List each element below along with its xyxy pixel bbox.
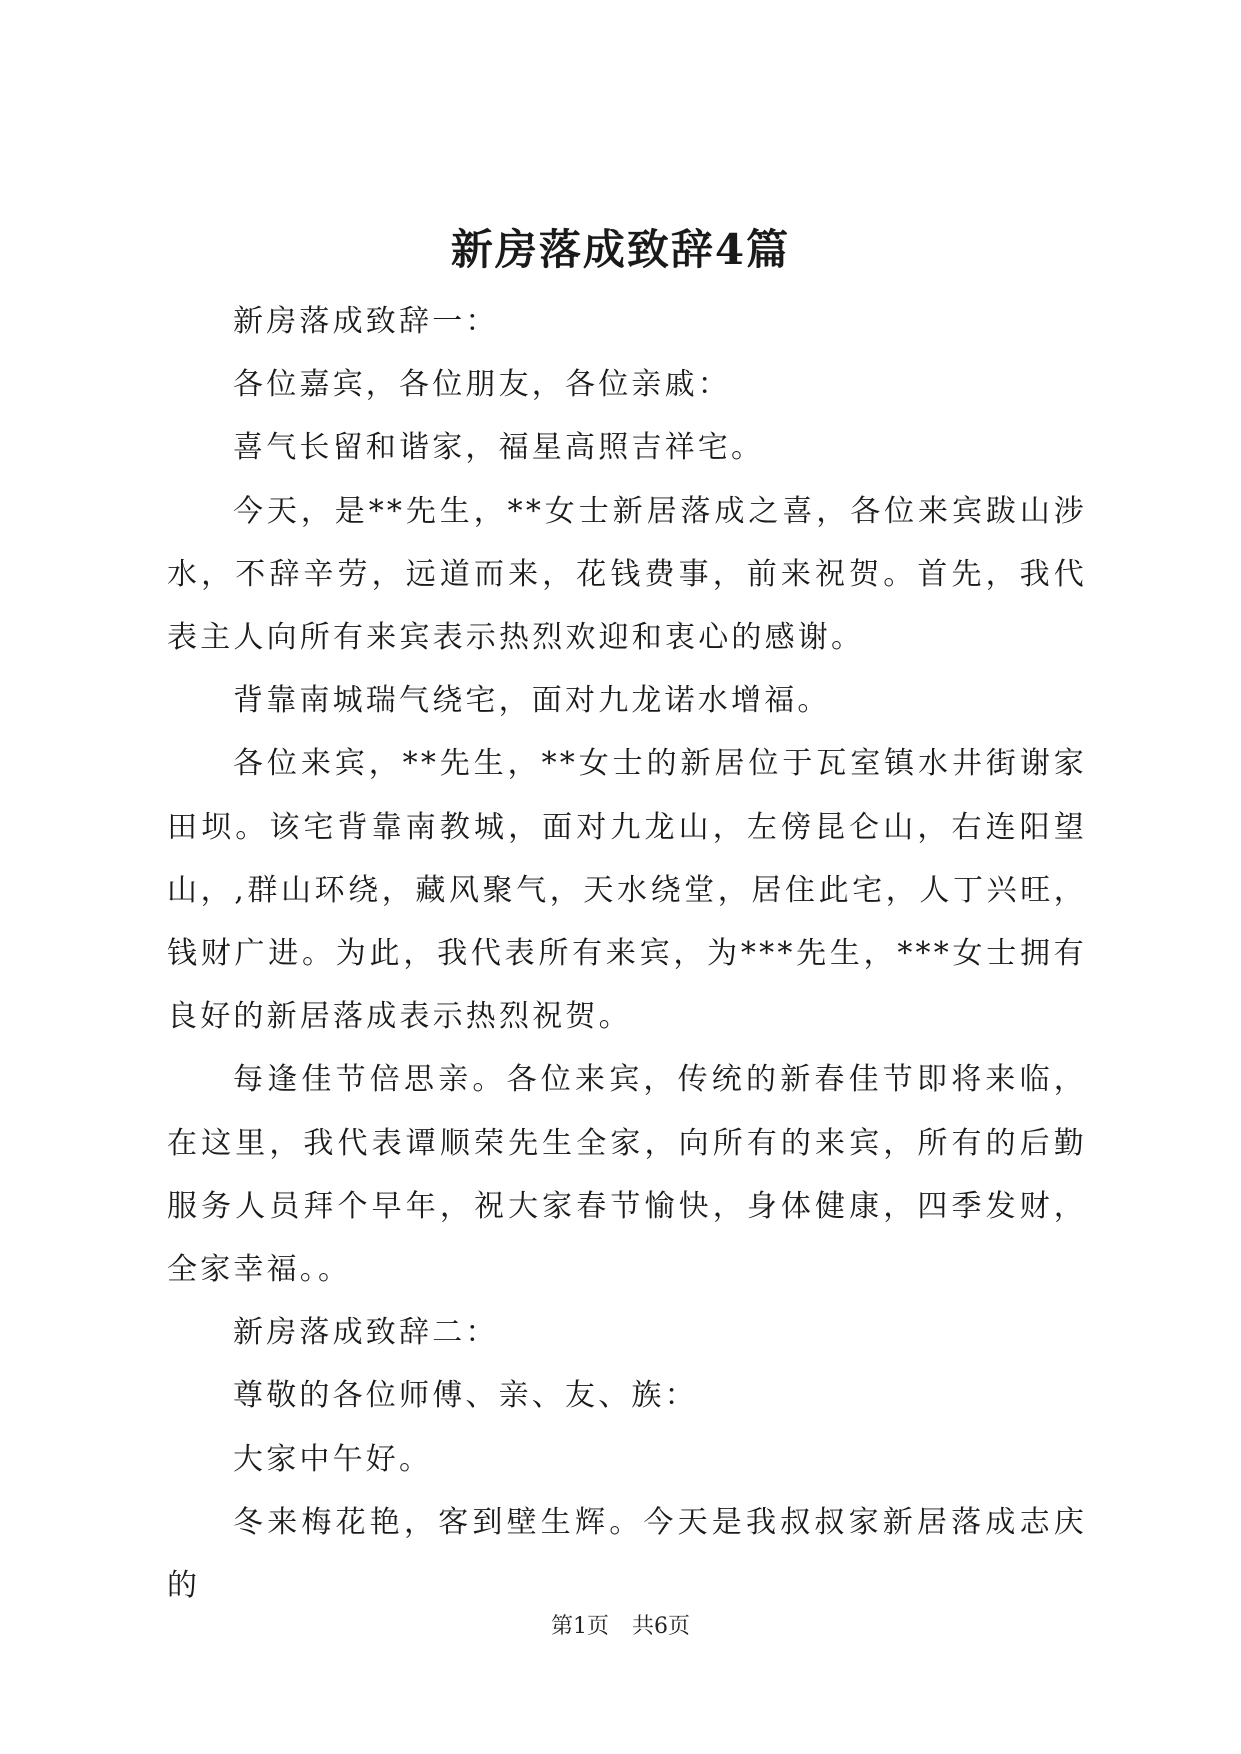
paragraph: 今天，是**先生，**女士新居落成之喜，各位来宾跋山涉水，不辞辛劳，远道而来，花钱费事，前来祝贺。首先，我代表主人向所有来宾表示热烈欢迎和衷心的感谢。 xyxy=(167,493,1087,656)
paragraph: 尊敬的各位师傅、亲、友、族： xyxy=(233,1378,698,1414)
paragraph: 大家中午好。 xyxy=(233,1441,433,1477)
paragraph: 每逢佳节倍思亲。各位来宾，传统的新春佳节即将来临，在这里，我代表谭顺荣先生全家，向所有的来宾，所有的后勤服务人员拜个早年，祝大家春节愉快，身体健康，四季发财，全家幸福。。 xyxy=(167,1062,1087,1288)
page-total: 共6页 xyxy=(632,1614,690,1639)
document-title: 新房落成致辞4篇 xyxy=(450,225,791,274)
page-footer xyxy=(0,1612,1241,1642)
paragraph: 各位嘉宾，各位朋友，各位亲戚： xyxy=(233,367,731,403)
paragraph: 新房落成致辞一： xyxy=(233,304,499,339)
paragraph: 各位来宾，**先生，**女士的新居位于瓦室镇水井街谢家田坝。该宅背靠南教城，面对九龙山，左傍昆仑山，右连阳望山，,群山环绕，藏风聚气，天水绕堂，居住此宅，人丁兴旺，钱财广进。为此，我代表所有来宾，为***先生，***女士拥有良好的新居落成表示热烈祝贺。 xyxy=(167,746,1087,1035)
paragraph: 喜气长留和谐家，福星高照吉祥宅。 xyxy=(233,430,765,466)
paragraph: 冬来梅花艳，客到壁生辉。今天是我叔叔家新居落成志庆的 xyxy=(167,1504,1087,1604)
document-body xyxy=(167,290,1087,1617)
paragraph: 新房落成致辞二： xyxy=(233,1315,499,1351)
page-number: 第1页 xyxy=(551,1614,609,1639)
paragraph: 背靠南城瑞气绕宅，面对九龙诺水增福。 xyxy=(233,683,831,719)
